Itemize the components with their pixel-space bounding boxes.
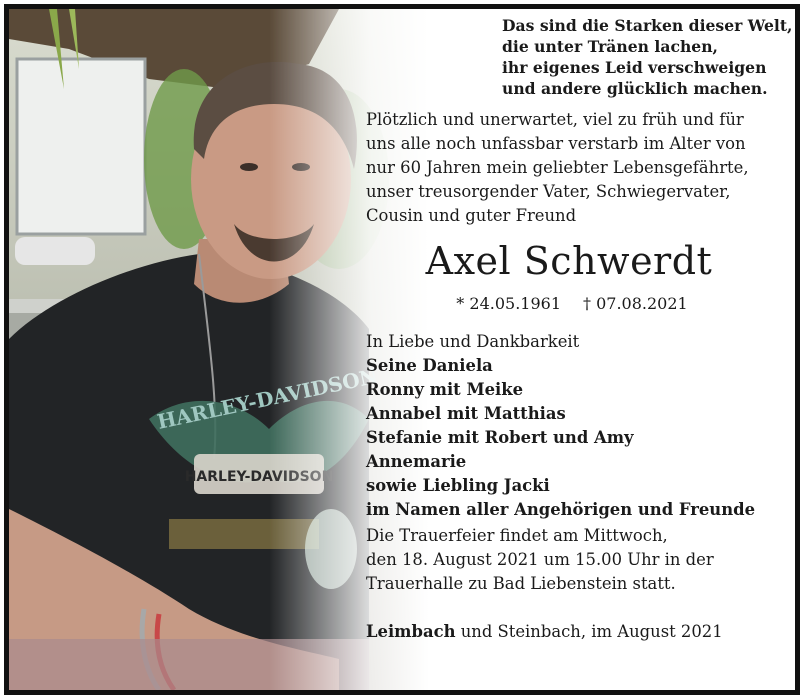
poem-line: und andere glücklich machen. [502,79,768,98]
announcement-line: Cousin und guter Freund [366,206,577,225]
deceased-name: Axel Schwerdt [425,239,713,283]
mourner: Annabel mit Matthias [366,404,566,423]
obituary-text [366,15,793,644]
life-dates [366,294,756,313]
announcement-line: unser treusorgender Vater, Schwiegervater, [366,182,731,201]
announcement-line: uns alle noch unfassbar verstarb im Alter von [366,134,746,153]
place-town: Leimbach [366,622,456,641]
love-line: In Liebe und Dankbarkeit [366,332,580,351]
mourner: im Namen aller Angehörigen und Freunde [366,500,755,519]
announcement [366,108,756,228]
mourner: Seine Daniela [366,356,493,375]
service-line: Trauerhalle zu Bad Liebenstein statt. [366,574,676,593]
service-line: Die Trauerfeier findet am Mittwoch, [366,526,668,545]
service-info [366,524,756,596]
obituary-notice [4,4,800,695]
mourner: Annemarie [366,452,467,471]
mourner: Ronny mit Meike [366,380,524,399]
death-date: † 07.08.2021 [583,294,688,313]
announcement-line: Plötzlich und unerwartet, viel zu früh und für [366,110,744,129]
poem [502,15,793,99]
place-date [366,620,756,644]
mourner: Stefanie mit Robert und Amy [366,428,634,447]
mourner: sowie Liebling Jacki [366,476,550,495]
mourners-list [366,354,756,522]
service-line: den 18. August 2021 um 15.00 Uhr in der [366,550,714,569]
birth-date: * 24.05.1961 [456,294,561,313]
poem-line: ihr eigenes Leid verschweigen [502,58,767,77]
announcement-line: nur 60 Jahren mein geliebter Lebensgefährte, [366,158,749,177]
poem-line: Das sind die Starken dieser Welt, [502,16,793,35]
place-rest: und Steinbach, im August 2021 [455,622,723,641]
poem-line: die unter Tränen lachen, [502,37,718,56]
